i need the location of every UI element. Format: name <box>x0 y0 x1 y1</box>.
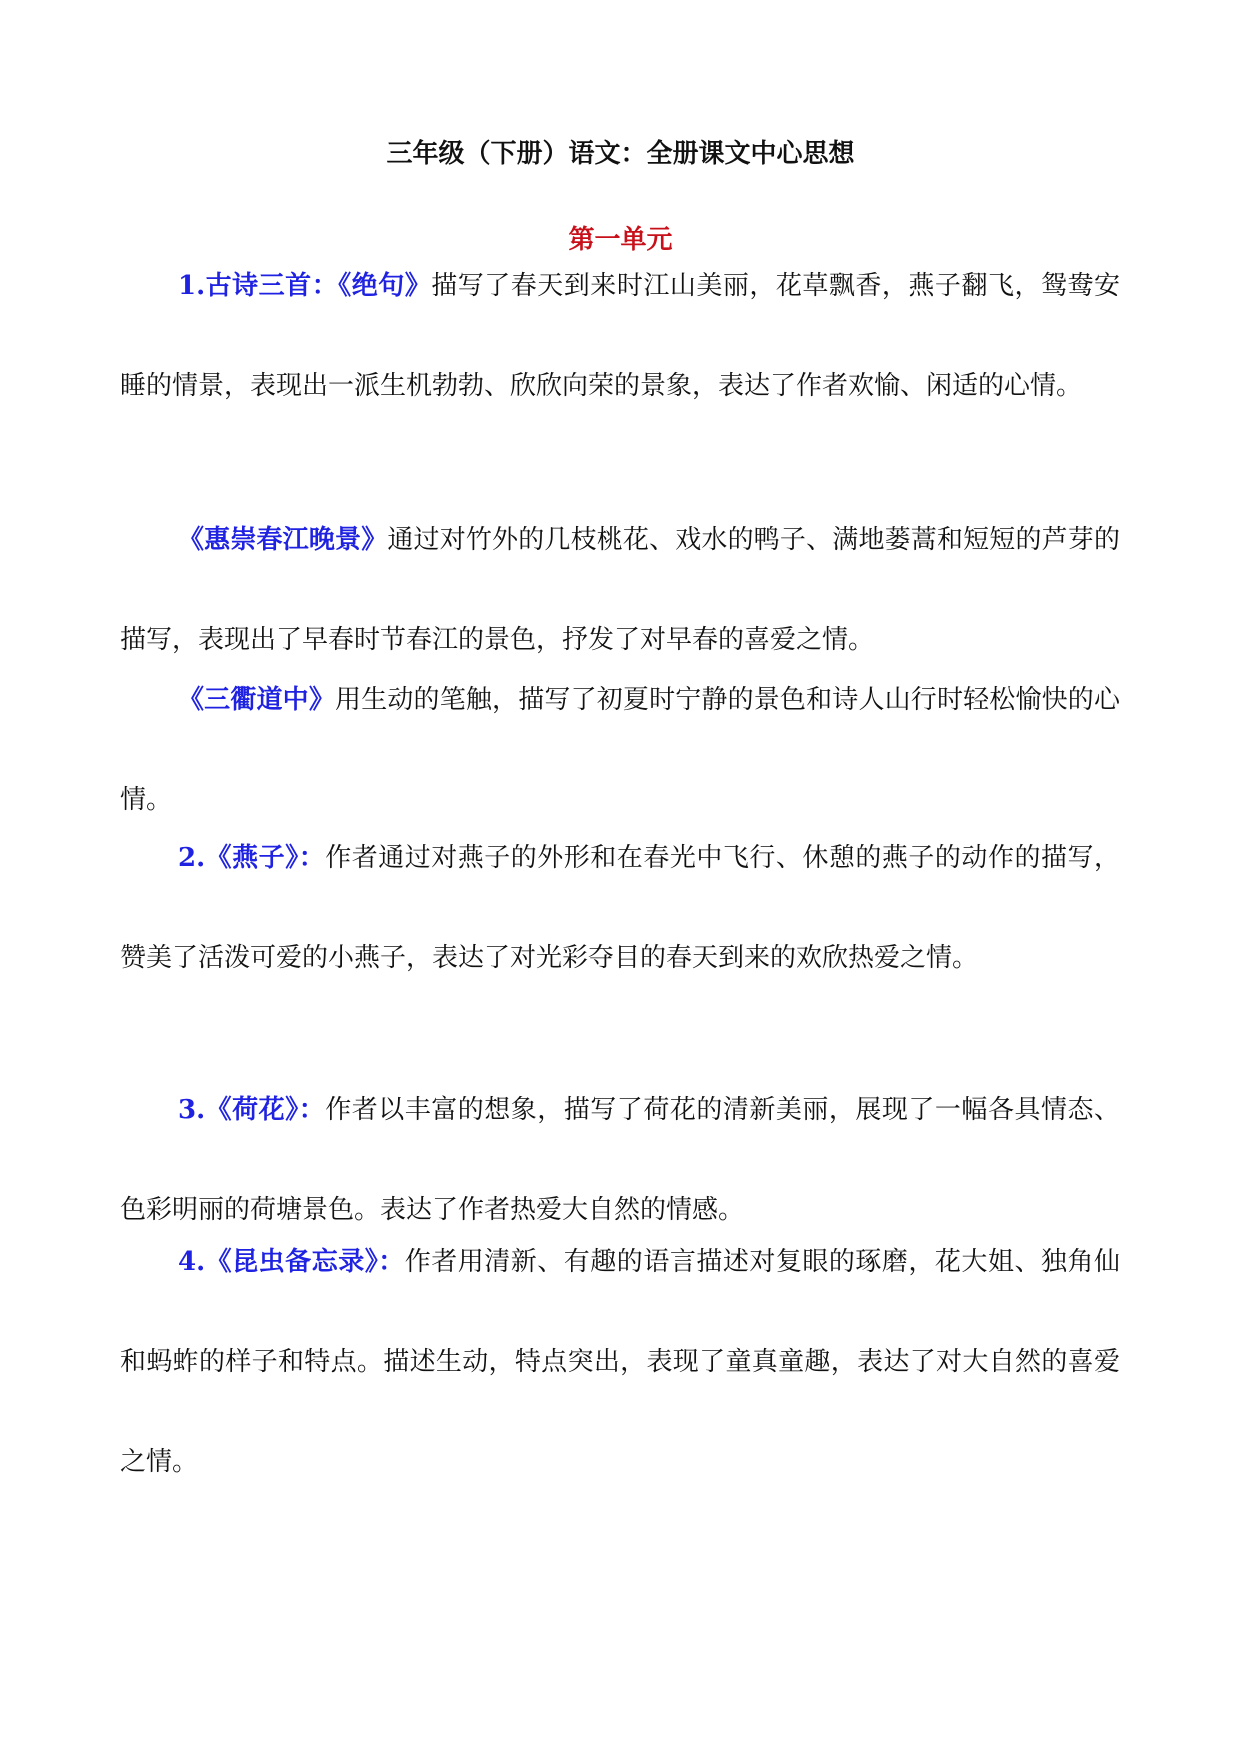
page-title: 三年级（下册）语文：全册课文中心思想 <box>386 139 855 169</box>
paragraph-lead: 《三衢道中》 <box>178 685 336 715</box>
paragraph-text: 通过对竹外的几枝桃花、戏水的鸭子、满地蒌蒿和短短的芦芽的描写，表现出了早春时节春江的景色，抒发了对早春的喜爱之情。 <box>120 525 1120 655</box>
paragraph-lead: 4.《昆虫备忘录》： <box>178 1247 405 1277</box>
paragraph-yanzi <box>120 808 1120 1008</box>
paragraph-jueju <box>120 236 1120 436</box>
paragraph-text: 描写了春天到来时江山美丽，花草飘香，燕子翻飞，鸳鸯安睡的情景，表现出一派生机勃勃、欣欣向荣的景象，表达了作者欢愉、闲适的心情。 <box>120 271 1120 401</box>
paragraph-lead: 3.《荷花》： <box>178 1095 326 1125</box>
paragraph-text: 作者通过对燕子的外形和在春光中飞行、休憩的燕子的动作的描写，赞美了活泼可爱的小燕子，表达了对光彩夺目的春天到来的欢欣热爱之情。 <box>120 843 1120 973</box>
paragraph-lead: 《惠崇春江晚景》 <box>178 525 388 555</box>
paragraph-text: 作者以丰富的想象，描写了荷花的清新美丽，展现了一幅各具情态、色彩明丽的荷塘景色。表达了作者热爱大自然的情感。 <box>120 1095 1120 1225</box>
unit-heading: 第一单元 <box>568 225 673 255</box>
paragraph-lead: 1.古诗三首：《绝句》 <box>178 271 432 301</box>
paragraph-text: 作者用清新、有趣的语言描述对复眼的琢磨，花大姐、独角仙和蚂蚱的样子和特点。描述生动，特点突出，表现了童真童趣，表达了对大自然的喜爱之情。 <box>120 1247 1120 1477</box>
paragraph-lead: 2.《燕子》： <box>178 843 326 873</box>
paragraph-text: 用生动的笔触，描写了初夏时宁静的景色和诗人山行时轻松愉快的心情。 <box>120 685 1120 815</box>
paragraph-kunchong <box>120 1212 1120 1512</box>
